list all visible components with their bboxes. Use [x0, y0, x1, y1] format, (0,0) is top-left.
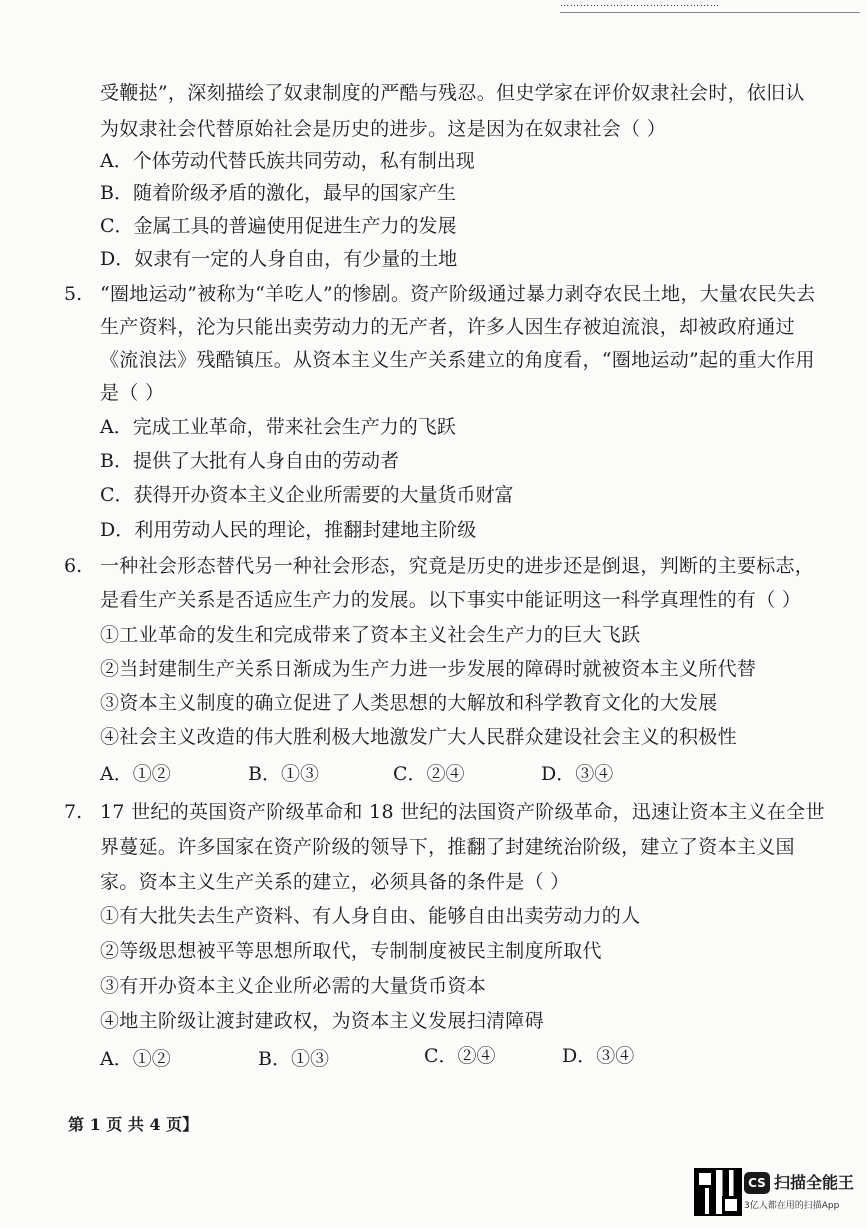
q7-choice-d: D．③④ — [562, 1045, 635, 1067]
q6-item-1: ①工业革命的发生和完成带来了资本主义社会生产力的巨大飞跃 — [100, 624, 641, 646]
q5-option-a: A．完成工业革命，带来社会生产力的飞跃 — [100, 416, 456, 438]
q5-option-d: D．利用劳动人民的理论，推翻封建地主阶级 — [100, 519, 477, 541]
q5-number: 5. — [64, 283, 83, 305]
q6-line-2: 是看生产关系是否适应生产力的发展。以下事实中能证明这一科学真理性的有（ ） — [100, 589, 802, 611]
q7-item-4: ④地主阶级让渡封建政权，为资本主义发展扫清障碍 — [100, 1010, 544, 1032]
qr-code-icon — [694, 1168, 742, 1216]
page-footer: 第 1 页 共 4 页】 — [68, 1115, 199, 1134]
q5-line-1: “圈地运动”被称为“羊吃人”的惨剧。资产阶级通过暴力剥夺农民土地，大量农民失去 — [100, 283, 816, 305]
q7-item-1: ①有大批失去生产资料、有人身自由、能够自由出卖劳动力的人 — [100, 905, 641, 927]
q6-choice-b: B．①③ — [248, 763, 319, 785]
q7-choice-c: C．②④ — [424, 1045, 496, 1067]
q4-option-d: D．奴隶有一定的人身自由，有少量的土地 — [100, 248, 458, 270]
camscanner-logo-icon: CS — [744, 1172, 770, 1194]
q6-line-1: 一种社会形态替代另一种社会形态，究竟是历史的进步还是倒退，判断的主要标志， — [100, 555, 815, 577]
q4-option-a: A．个体劳动代替氏族共同劳动，私有制出现 — [100, 150, 475, 172]
q4-line-1: 受鞭挞”，深刻描绘了奴隶制度的严酷与残忍。但史学家在评价奴隶社会时，依旧认 — [100, 82, 805, 104]
header-strip-text: ………………………………………… — [560, 0, 720, 9]
q7-line-3: 家。资本主义生产关系的建立，必须具备的条件是（ ） — [100, 871, 570, 893]
q7-choice-b: B．①③ — [258, 1048, 329, 1070]
q7-choice-a: A．①② — [100, 1048, 171, 1070]
q7-line-2: 界蔓延。许多国家在资产阶级的领导下，推翻了封建统治阶级，建立了资本主义国 — [100, 836, 795, 858]
q6-choice-a: A．①② — [100, 763, 171, 785]
q5-option-b: B．提供了大批有人身自由的劳动者 — [100, 450, 399, 472]
q6-item-4: ④社会主义改造的伟大胜利极大地激发广大人民群众建设社会主义的积极性 — [100, 726, 737, 748]
q7-number: 7. — [64, 801, 83, 823]
q5-line-2: 生产资料，沦为只能出卖劳动力的无产者，许多人因生存被迫流浪，却被政府通过 — [100, 316, 795, 338]
q4-option-b: B．随着阶级矛盾的激化，最早的国家产生 — [100, 182, 456, 204]
q5-option-c: C．获得开办资本主义企业所需要的大量货币财富 — [100, 484, 514, 506]
scanner-app-name: 扫描全能王 — [774, 1173, 855, 1192]
q5-line-4: 是（ ） — [100, 382, 165, 404]
q6-number: 6. — [64, 555, 83, 577]
q5-line-3: 《流浪法》残酷镇压。从资本主义生产关系建立的角度看，“圈地运动”起的重大作用 — [100, 349, 815, 371]
q6-item-2: ②当封建制生产关系日渐成为生产力进一步发展的障碍时就被资本主义所代替 — [100, 658, 757, 680]
q6-item-3: ③资本主义制度的确立促进了人类思想的大解放和科学教育文化的大发展 — [100, 692, 718, 714]
header-strip — [560, 0, 860, 13]
q7-item-3: ③有开办资本主义企业所必需的大量货币资本 — [100, 975, 487, 997]
q7-line-1: 17 世纪的英国资产阶级革命和 18 世纪的法国资产阶级革命，迅速让资本主义在全世 — [100, 801, 825, 823]
q7-item-2: ②等级思想被平等思想所取代，专制制度被民主制度所取代 — [100, 940, 602, 962]
q6-choice-d: D．③④ — [541, 763, 614, 785]
q4-option-c: C．金属工具的普遍使用促进生产力的发展 — [100, 215, 457, 237]
q4-line-2: 为奴隶社会代替原始社会是历史的进步。这是因为在奴隶社会（ ） — [100, 118, 667, 140]
q6-choice-c: C．②④ — [393, 763, 465, 785]
scanner-tagline: 3亿人都在用的扫描App — [744, 1201, 840, 1211]
